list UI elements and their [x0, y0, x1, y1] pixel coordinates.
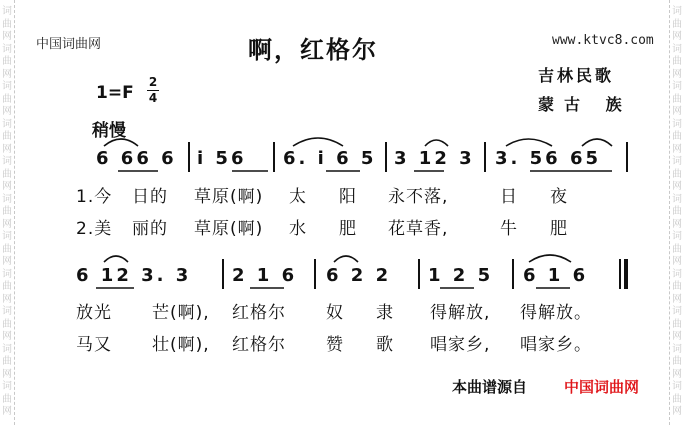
- measure-1-5: 3. 56 65: [495, 148, 601, 169]
- song-origin: 吉林民歌: [538, 66, 615, 85]
- slur: [582, 139, 612, 146]
- measure-2-5: 6 1 6: [523, 265, 589, 286]
- watermark-glyph: 网: [672, 368, 682, 380]
- slur: [529, 255, 571, 262]
- watermark-glyph: 词: [672, 268, 682, 280]
- measure-1-1: 6 66 6: [96, 148, 177, 169]
- watermark-glyph: 曲: [2, 318, 12, 330]
- watermark-glyph: 网: [672, 106, 682, 117]
- watermark-glyph: 曲: [2, 243, 12, 255]
- measure-2-2: 2 1 6: [232, 265, 298, 286]
- watermark-glyph: 词: [672, 156, 682, 167]
- watermark-glyph: 网: [2, 31, 12, 42]
- lyric: 日: [500, 187, 518, 207]
- watermark-glyph: 曲: [672, 168, 682, 180]
- time-signature-top: 2: [148, 75, 158, 89]
- watermark-glyph: 词: [2, 81, 12, 92]
- watermark-glyph: 词: [672, 6, 682, 17]
- watermark-glyph: 词: [672, 43, 682, 55]
- lyric: 红格尔: [232, 303, 286, 323]
- measure-2-4: 1 2 5: [428, 265, 494, 286]
- slur: [104, 139, 138, 146]
- lyric: 永不落,: [388, 187, 449, 207]
- watermark-glyph: 曲: [672, 56, 682, 67]
- watermark-glyph: 曲: [2, 93, 12, 105]
- lyric: 日的: [132, 187, 168, 207]
- watermark-glyph: 网: [2, 406, 12, 417]
- site-name-watermark: 中国词曲网: [36, 37, 102, 52]
- site-url-watermark: www.ktvc8.com: [552, 33, 654, 48]
- watermark-glyph: 词: [2, 118, 12, 130]
- watermark-glyph: 网: [672, 181, 682, 192]
- watermark-glyph: 词: [672, 306, 682, 317]
- watermark-glyph: 网: [672, 31, 682, 42]
- measure-1-4: 3 12 3: [394, 148, 475, 169]
- watermark-glyph: 曲: [672, 356, 682, 367]
- watermark-glyph: 曲: [2, 281, 12, 292]
- lyric: 2.美: [76, 219, 113, 239]
- watermark-glyph: 曲: [672, 243, 682, 255]
- watermark-glyph: 曲: [672, 93, 682, 105]
- watermark-glyph: 词: [2, 156, 12, 167]
- lyric: 丽的: [132, 219, 168, 239]
- watermark-glyph: 词: [2, 343, 12, 355]
- lyric: 得解放。: [520, 303, 592, 323]
- lyric: 隶: [376, 303, 394, 323]
- measure-2-1: 6 12 3. 3: [76, 265, 192, 286]
- lyric: 草原(啊): [194, 187, 264, 207]
- lyric: 牛: [500, 219, 518, 239]
- watermark-glyph: 词: [2, 231, 12, 242]
- lyric: 壮(啊),: [152, 335, 210, 355]
- watermark-glyph: 曲: [2, 168, 12, 180]
- watermark-glyph: 网: [672, 293, 682, 305]
- song-ethnic-group: 蒙古 族: [538, 95, 632, 114]
- watermark-glyph: 网: [2, 293, 12, 305]
- lyric: 阳: [339, 187, 357, 207]
- lyric: 水: [289, 219, 307, 239]
- watermark-glyph: 网: [672, 406, 682, 417]
- watermark-glyph: 网: [2, 368, 12, 380]
- watermark-glyph: 网: [2, 68, 12, 80]
- lyric: 太: [289, 187, 307, 207]
- lyric: 夜: [550, 187, 568, 207]
- watermark-glyph: 词: [2, 193, 12, 205]
- watermark-glyph: 网: [672, 218, 682, 230]
- tempo-marking: 稍慢: [92, 121, 126, 141]
- slur: [334, 256, 358, 262]
- watermark-glyph: 曲: [672, 206, 682, 217]
- lyric: 唱家乡,: [430, 335, 491, 355]
- lyric: 花草香,: [388, 219, 449, 239]
- watermark-glyph: 词: [672, 118, 682, 130]
- measure-1-3: 6. i 6 5: [283, 148, 377, 169]
- watermark-glyph: 曲: [2, 206, 12, 217]
- slur: [293, 138, 343, 146]
- watermark-glyph: 网: [2, 331, 12, 342]
- lyric: 歌: [376, 335, 394, 355]
- watermark-glyph: 词: [672, 193, 682, 205]
- slur: [104, 256, 128, 262]
- lyric: 肥: [339, 219, 357, 239]
- watermark-glyph: 词: [672, 81, 682, 92]
- watermark-glyph: 网: [672, 256, 682, 267]
- watermark-glyph: 网: [2, 143, 12, 155]
- watermark-glyph: 曲: [2, 131, 12, 142]
- watermark-glyph: 曲: [672, 393, 682, 405]
- watermark-glyph: 曲: [672, 281, 682, 292]
- watermark-glyph: 曲: [2, 18, 12, 30]
- watermark-glyph: 网: [2, 181, 12, 192]
- watermark-glyph: 曲: [2, 56, 12, 67]
- watermark-glyph: 词: [672, 381, 682, 392]
- watermark-glyph: 网: [2, 106, 12, 117]
- watermark-glyph: 曲: [672, 131, 682, 142]
- watermark-glyph: 词: [2, 6, 12, 17]
- lyric: 放光: [76, 303, 112, 323]
- lyric: 草原(啊): [194, 219, 264, 239]
- lyric: 赞: [326, 335, 344, 355]
- lyric: 芒(啊),: [152, 303, 210, 323]
- slur: [425, 140, 448, 146]
- key-signature: 1=F: [96, 83, 134, 103]
- watermark-glyph: 词: [2, 306, 12, 317]
- watermark-glyph: 网: [672, 68, 682, 80]
- watermark-glyph: 词: [2, 43, 12, 55]
- lyric: 得解放,: [430, 303, 491, 323]
- lyric: 唱家乡。: [520, 335, 592, 355]
- watermark-glyph: 曲: [672, 318, 682, 330]
- watermark-glyph: 网: [672, 331, 682, 342]
- credit-site-link[interactable]: 中国词曲网: [564, 378, 640, 396]
- song-title: 啊，红格尔: [248, 36, 378, 64]
- measure-1-2: i 56: [197, 148, 247, 169]
- watermark-glyph: 曲: [2, 393, 12, 405]
- watermark-glyph: 曲: [2, 356, 12, 367]
- time-signature-bottom: 4: [148, 91, 158, 105]
- lyric: 红格尔: [232, 335, 286, 355]
- lyric: 1.今: [76, 187, 113, 207]
- watermark-glyph: 网: [2, 256, 12, 267]
- lyric: 奴: [326, 303, 344, 323]
- watermark-glyph: 网: [2, 218, 12, 230]
- lyric: 马又: [76, 335, 112, 355]
- watermark-glyph: 词: [2, 268, 12, 280]
- watermark-glyph: 词: [672, 231, 682, 242]
- watermark-glyph: 词: [2, 381, 12, 392]
- slur: [506, 139, 552, 146]
- watermark-glyph: 词: [672, 343, 682, 355]
- watermark-glyph: 网: [672, 143, 682, 155]
- lyric: 肥: [550, 219, 568, 239]
- credit-prefix: 本曲谱源自: [452, 378, 528, 396]
- watermark-glyph: 曲: [672, 18, 682, 30]
- measure-2-3: 6 2 2: [326, 265, 392, 286]
